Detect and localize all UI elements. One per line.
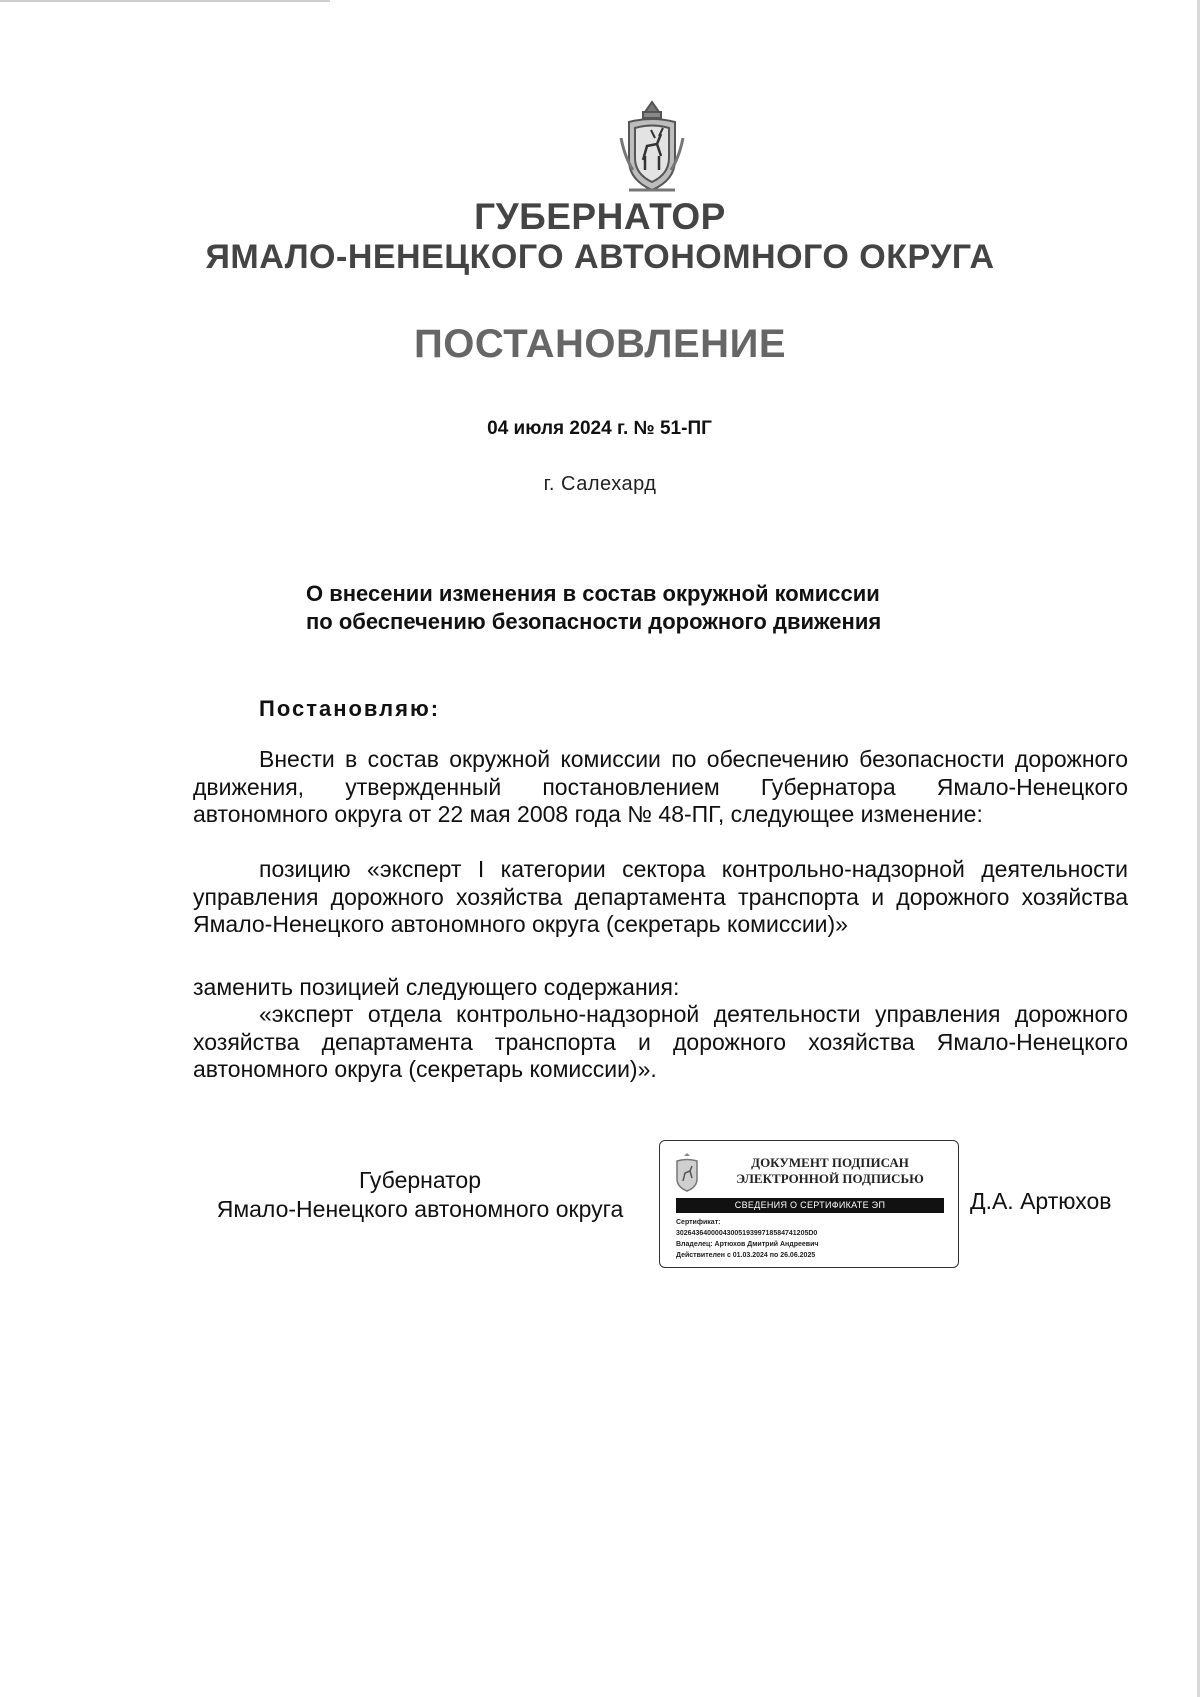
certificate-label: Сертификат:	[676, 1219, 721, 1226]
page-top-edge	[0, 0, 330, 2]
coat-of-arms-icon	[615, 98, 689, 198]
document-city: г. Салехард	[543, 473, 657, 495]
resolve-heading: Постановляю:	[259, 696, 441, 721]
document-type: ПОСТАНОВЛЕНИЕ	[413, 322, 786, 366]
body-paragraph: «эксперт отдела контрольно-надзорной деятельности управления дорожного хозяйства департамента транспорта и дорожного хозяйства Ямало-Ненецкого автономного округа (секретарь комиссии)».	[193, 1001, 1128, 1082]
body-paragraph: позицию «эксперт I категории сектора контрольно-надзорной деятельности управления дорожного хозяйства департамента транспорта и дорожного хозяйства Ямало-Ненецкого автономного округа (секретарь комиссии)»	[193, 856, 1128, 937]
signatory-position-line: Губернатор	[358, 1167, 482, 1193]
stamp-certificate-bar: СВЕДЕНИЯ О СЕРТИФИКАТЕ ЭП	[676, 1198, 944, 1213]
signatory-name: Д.А. Артюхов	[970, 1188, 1112, 1214]
electronic-signature-stamp	[659, 1140, 959, 1268]
document-date-number: 04 июля 2024 г. № 51-ПГ	[487, 418, 712, 439]
document-subject	[306, 580, 1026, 636]
issuer-title: ГУБЕРНАТОР	[474, 196, 726, 237]
certificate-validity: Действителен с 01.03.2024 по 26.06.2025	[676, 1252, 816, 1259]
coat-of-arms-icon	[674, 1153, 700, 1193]
stamp-title-line: ЭЛЕКТРОННОЙ ПОДПИСЬЮ	[736, 1171, 924, 1186]
stamp-certificate-info	[676, 1217, 946, 1261]
body-paragraph: Внести в состав окружной комиссии по обеспечению безопасности дорожного движения, утвержденный постановлением Губернатора Ямало-Ненецкого автономного округа от 22 мая 2008 года № 48-ПГ, следующее изменение:	[193, 746, 1128, 827]
certificate-number: 3026436400004300519399718584741205D0	[676, 1230, 818, 1237]
stamp-title	[710, 1155, 950, 1187]
certificate-owner: Владелец: Артюхов Дмитрий Андреевич	[676, 1241, 819, 1248]
signatory-position	[195, 1166, 645, 1224]
subject-line: по обеспечению безопасности дорожного движения	[306, 609, 882, 634]
issuer-region: ЯМАЛО-НЕНЕЦКОГО АВТОНОМНОГО ОКРУГА	[205, 238, 995, 276]
subject-line: О внесении изменения в состав окружной комиссии	[306, 581, 880, 606]
stamp-title-line: ДОКУМЕНТ ПОДПИСАН	[751, 1155, 909, 1170]
signatory-position-line: Ямало-Ненецкого автономного округа	[216, 1196, 624, 1222]
body-paragraph: заменить позицией следующего содержания:	[193, 974, 680, 1000]
